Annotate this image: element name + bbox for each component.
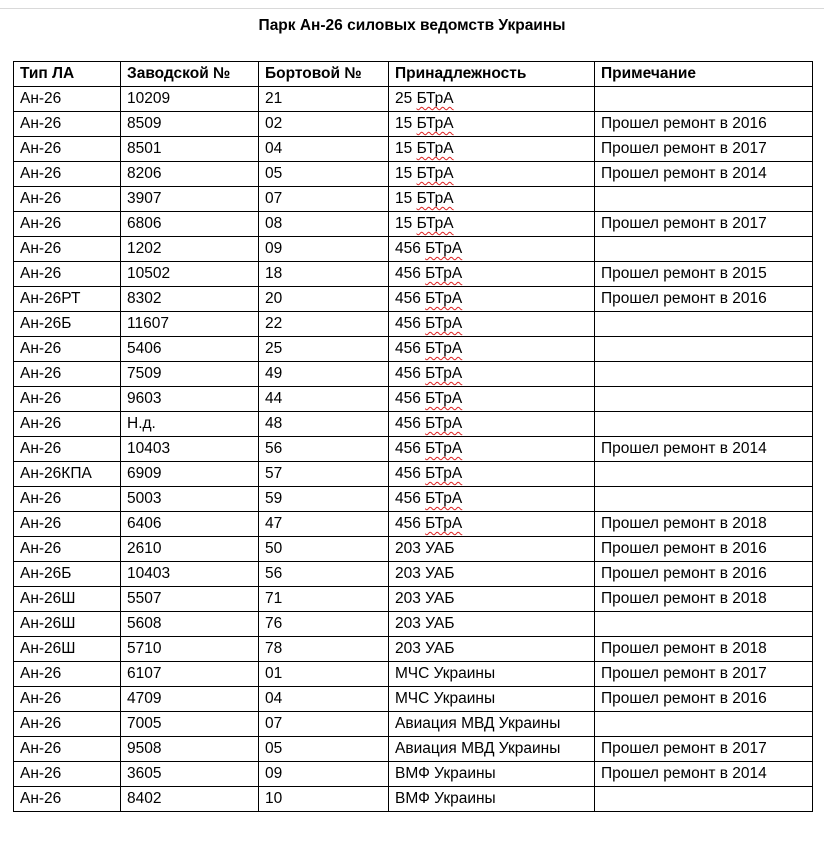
cell-type: Ан-26 [14, 412, 121, 437]
table-row [14, 787, 813, 812]
cell-factory-number: 9603 [121, 387, 259, 412]
table-row [14, 662, 813, 687]
cell-affiliation: 456 БТрА [389, 337, 595, 362]
header-type: Тип ЛА [14, 62, 121, 87]
cell-type: Ан-26Ш [14, 637, 121, 662]
cell-note [595, 312, 813, 337]
cell-board-number: 07 [259, 187, 389, 212]
cell-type: Ан-26Б [14, 312, 121, 337]
table-row [14, 712, 813, 737]
table-row [14, 187, 813, 212]
cell-type: Ан-26 [14, 337, 121, 362]
cell-factory-number: 1202 [121, 237, 259, 262]
cell-board-number: 57 [259, 462, 389, 487]
cell-note: Прошел ремонт в 2016 [595, 287, 813, 312]
cell-note [595, 612, 813, 637]
cell-board-number: 05 [259, 162, 389, 187]
cell-note: Прошел ремонт в 2014 [595, 437, 813, 462]
cell-factory-number: 2610 [121, 537, 259, 562]
table-row [14, 337, 813, 362]
cell-affiliation: 456 БТрА [389, 462, 595, 487]
cell-board-number: 04 [259, 687, 389, 712]
cell-affiliation: ВМФ Украины [389, 762, 595, 787]
cell-type: Ан-26 [14, 712, 121, 737]
cell-type: Ан-26 [14, 187, 121, 212]
cell-affiliation: 203 УАБ [389, 612, 595, 637]
cell-board-number: 08 [259, 212, 389, 237]
table-row [14, 437, 813, 462]
cell-type: Ан-26 [14, 512, 121, 537]
cell-note [595, 787, 813, 812]
table-row [14, 137, 813, 162]
cell-note [595, 412, 813, 437]
top-divider [0, 8, 824, 9]
table-row [14, 162, 813, 187]
cell-affiliation: 203 УАБ [389, 637, 595, 662]
cell-board-number: 04 [259, 137, 389, 162]
cell-board-number: 05 [259, 737, 389, 762]
cell-factory-number: 6806 [121, 212, 259, 237]
cell-factory-number: 4709 [121, 687, 259, 712]
cell-board-number: 21 [259, 87, 389, 112]
cell-affiliation: 456 БТрА [389, 437, 595, 462]
cell-type: Ан-26 [14, 737, 121, 762]
cell-factory-number: 5003 [121, 487, 259, 512]
cell-type: Ан-26Ш [14, 612, 121, 637]
cell-note [595, 87, 813, 112]
cell-type: Ан-26 [14, 487, 121, 512]
cell-affiliation: 15 БТрА [389, 112, 595, 137]
cell-note: Прошел ремонт в 2018 [595, 637, 813, 662]
cell-affiliation: 456 БТрА [389, 512, 595, 537]
cell-factory-number: 3907 [121, 187, 259, 212]
table-row [14, 212, 813, 237]
cell-note: Прошел ремонт в 2017 [595, 737, 813, 762]
cell-note: Прошел ремонт в 2018 [595, 587, 813, 612]
cell-type: Ан-26 [14, 212, 121, 237]
cell-affiliation: 456 БТрА [389, 262, 595, 287]
header-board-number: Бортовой № [259, 62, 389, 87]
cell-board-number: 09 [259, 762, 389, 787]
cell-board-number: 10 [259, 787, 389, 812]
cell-board-number: 76 [259, 612, 389, 637]
cell-type: Ан-26 [14, 262, 121, 287]
table-row [14, 312, 813, 337]
table-row [14, 762, 813, 787]
cell-affiliation: ВМФ Украины [389, 787, 595, 812]
cell-note: Прошел ремонт в 2017 [595, 212, 813, 237]
cell-factory-number: 6909 [121, 462, 259, 487]
cell-type: Ан-26 [14, 162, 121, 187]
header-factory-number: Заводской № [121, 62, 259, 87]
cell-factory-number: 5710 [121, 637, 259, 662]
aircraft-table [13, 61, 813, 812]
cell-type: Ан-26 [14, 762, 121, 787]
cell-affiliation: 456 БТрА [389, 362, 595, 387]
cell-note: Прошел ремонт в 2016 [595, 687, 813, 712]
cell-board-number: 78 [259, 637, 389, 662]
cell-note: Прошел ремонт в 2015 [595, 262, 813, 287]
cell-type: Ан-26 [14, 387, 121, 412]
cell-board-number: 47 [259, 512, 389, 537]
cell-factory-number: 5507 [121, 587, 259, 612]
cell-note: Прошел ремонт в 2016 [595, 112, 813, 137]
cell-type: Ан-26Ш [14, 587, 121, 612]
cell-affiliation: 203 УАБ [389, 587, 595, 612]
cell-note: Прошел ремонт в 2016 [595, 537, 813, 562]
cell-board-number: 56 [259, 562, 389, 587]
cell-type: Ан-26 [14, 112, 121, 137]
cell-type: Ан-26КПА [14, 462, 121, 487]
cell-type: Ан-26 [14, 687, 121, 712]
table-row [14, 287, 813, 312]
cell-board-number: 02 [259, 112, 389, 137]
table-row [14, 487, 813, 512]
cell-note [595, 362, 813, 387]
cell-factory-number: 9508 [121, 737, 259, 762]
table-row [14, 262, 813, 287]
cell-affiliation: Авиация МВД Украины [389, 712, 595, 737]
cell-affiliation: МЧС Украины [389, 687, 595, 712]
cell-factory-number: 10403 [121, 437, 259, 462]
table-row [14, 637, 813, 662]
header-affiliation: Принадлежность [389, 62, 595, 87]
cell-factory-number: 3605 [121, 762, 259, 787]
cell-note: Прошел ремонт в 2014 [595, 162, 813, 187]
cell-factory-number: 10502 [121, 262, 259, 287]
cell-board-number: 59 [259, 487, 389, 512]
cell-factory-number: 8402 [121, 787, 259, 812]
cell-note [595, 462, 813, 487]
table-row [14, 612, 813, 637]
cell-board-number: 56 [259, 437, 389, 462]
table-row [14, 737, 813, 762]
table-row [14, 462, 813, 487]
cell-type: Ан-26 [14, 787, 121, 812]
cell-affiliation: 456 БТрА [389, 387, 595, 412]
cell-note [595, 487, 813, 512]
cell-board-number: 18 [259, 262, 389, 287]
cell-note [595, 187, 813, 212]
cell-note: Прошел ремонт в 2018 [595, 512, 813, 537]
table-row [14, 562, 813, 587]
cell-factory-number: 6107 [121, 662, 259, 687]
cell-board-number: 25 [259, 337, 389, 362]
cell-board-number: 07 [259, 712, 389, 737]
cell-affiliation: 456 БТрА [389, 312, 595, 337]
table-row [14, 87, 813, 112]
table-row [14, 112, 813, 137]
cell-type: Ан-26 [14, 437, 121, 462]
cell-affiliation: 456 БТрА [389, 487, 595, 512]
cell-affiliation: 15 БТрА [389, 187, 595, 212]
cell-note: Прошел ремонт в 2014 [595, 762, 813, 787]
table-row [14, 412, 813, 437]
cell-factory-number: 5608 [121, 612, 259, 637]
cell-factory-number: 8509 [121, 112, 259, 137]
table-row [14, 362, 813, 387]
cell-note [595, 337, 813, 362]
cell-board-number: 09 [259, 237, 389, 262]
cell-type: Ан-26РТ [14, 287, 121, 312]
cell-note [595, 237, 813, 262]
cell-factory-number: 10403 [121, 562, 259, 587]
cell-affiliation: 15 БТрА [389, 162, 595, 187]
header-note: Примечание [595, 62, 813, 87]
cell-note: Прошел ремонт в 2017 [595, 137, 813, 162]
cell-affiliation: 203 УАБ [389, 537, 595, 562]
table-header-row [14, 62, 813, 87]
cell-board-number: 50 [259, 537, 389, 562]
cell-affiliation: 456 БТрА [389, 237, 595, 262]
table-row [14, 537, 813, 562]
cell-type: Ан-26 [14, 537, 121, 562]
table-row [14, 387, 813, 412]
cell-affiliation: МЧС Украины [389, 662, 595, 687]
cell-note: Прошел ремонт в 2016 [595, 562, 813, 587]
table-row [14, 237, 813, 262]
cell-type: Ан-26 [14, 237, 121, 262]
cell-factory-number: 8206 [121, 162, 259, 187]
cell-note [595, 387, 813, 412]
cell-factory-number: 8501 [121, 137, 259, 162]
cell-factory-number: 6406 [121, 512, 259, 537]
cell-board-number: 49 [259, 362, 389, 387]
cell-type: Ан-26 [14, 662, 121, 687]
cell-affiliation: 25 БТрА [389, 87, 595, 112]
table-row [14, 687, 813, 712]
cell-type: Ан-26 [14, 137, 121, 162]
cell-board-number: 20 [259, 287, 389, 312]
cell-affiliation: 456 БТрА [389, 412, 595, 437]
document-title: Парк Ан-26 силовых ведомств Украины [258, 17, 566, 34]
cell-factory-number: 10209 [121, 87, 259, 112]
cell-factory-number: Н.д. [121, 412, 259, 437]
cell-affiliation: 456 БТрА [389, 287, 595, 312]
cell-affiliation: 15 БТрА [389, 212, 595, 237]
cell-factory-number: 5406 [121, 337, 259, 362]
cell-factory-number: 7509 [121, 362, 259, 387]
cell-affiliation: Авиация МВД Украины [389, 737, 595, 762]
cell-factory-number: 8302 [121, 287, 259, 312]
cell-factory-number: 7005 [121, 712, 259, 737]
table-row [14, 587, 813, 612]
cell-type: Ан-26 [14, 362, 121, 387]
cell-board-number: 22 [259, 312, 389, 337]
cell-affiliation: 15 БТрА [389, 137, 595, 162]
cell-affiliation: 203 УАБ [389, 562, 595, 587]
cell-factory-number: 11607 [121, 312, 259, 337]
cell-type: Ан-26 [14, 87, 121, 112]
cell-board-number: 71 [259, 587, 389, 612]
cell-board-number: 48 [259, 412, 389, 437]
table-row [14, 512, 813, 537]
cell-type: Ан-26Б [14, 562, 121, 587]
cell-note [595, 712, 813, 737]
cell-board-number: 44 [259, 387, 389, 412]
cell-note: Прошел ремонт в 2017 [595, 662, 813, 687]
cell-board-number: 01 [259, 662, 389, 687]
